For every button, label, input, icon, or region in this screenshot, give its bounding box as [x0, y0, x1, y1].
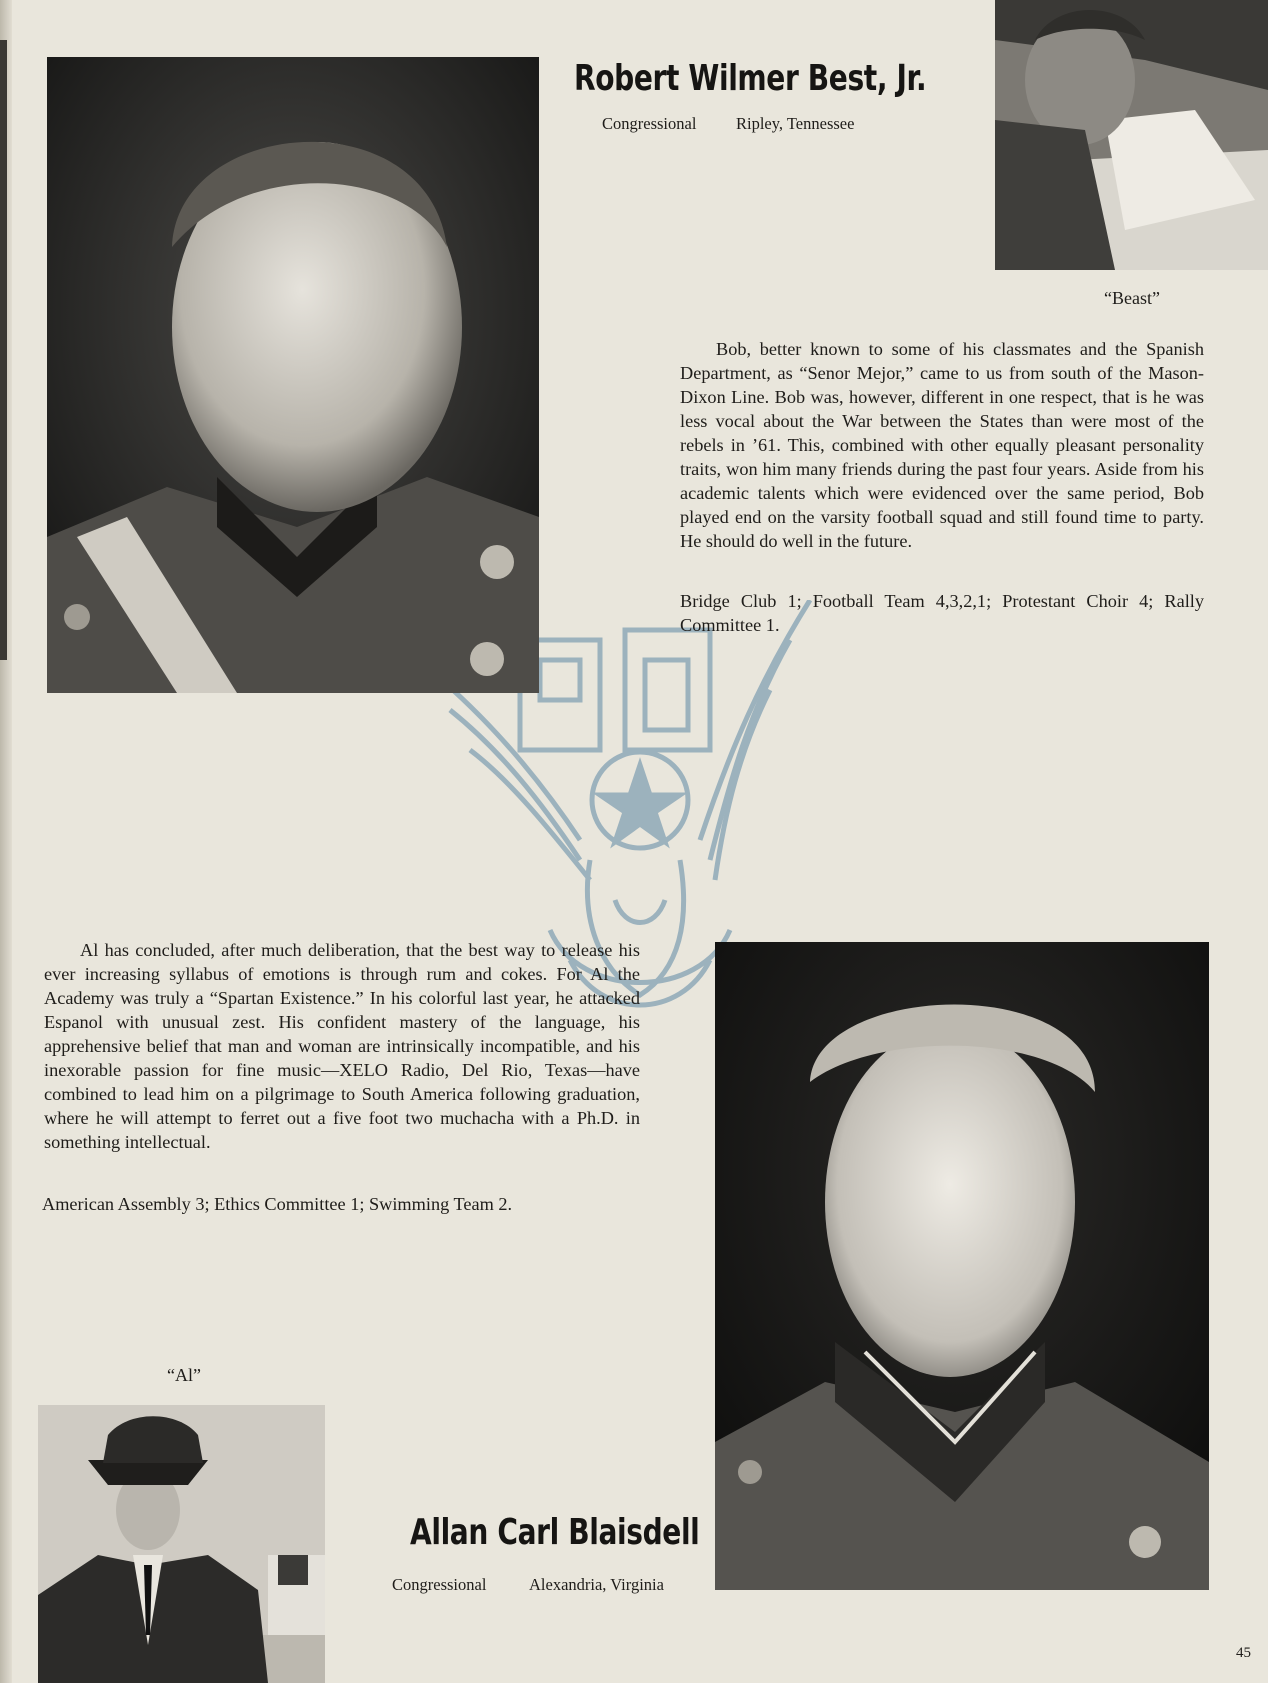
nickname-best: “Beast” [1104, 288, 1160, 308]
hometown-best: Ripley, Tennessee [736, 114, 855, 133]
cadet-name-blaisdell: Allan Carl Blaisdell [410, 1512, 700, 1553]
bio-blaisdell-text: Al has concluded, after much deliberation, that the best way to release his ever increasing syllabus of emotions is through rum and cokes. For Al the Academy was truly a “Spartan Existence.” In his colorful last year, he attacked Espanol with unusual zest. His confident mastery of the language, his apprehensive belief that man and woman are intrinsically incompatible, and his inexorable passion for fine music—XELO Radio, Del Rio, Texas—have combined to lead him on a pilgrimage to South America following graduation, where he will attempt to ferret out a five foot two muchacha with a Ph.D. in something intellectual. [44, 940, 640, 1152]
bio-best [680, 337, 1204, 553]
bio-blaisdell [44, 938, 640, 1154]
cadet-name-best: Robert Wilmer Best, Jr. [574, 58, 927, 99]
hometown-blaisdell: Alexandria, Virginia [529, 1575, 664, 1594]
portrait-photo-best [47, 57, 539, 693]
activities-blaisdell: American Assembly 3; Ethics Committee 1; Swimming Team 2. [42, 1194, 513, 1214]
activities-best: Bridge Club 1; Football Team 4,3,2,1; Protestant Choir 4; Rally Committee 1. [680, 591, 1204, 635]
page-number: 45 [1236, 1645, 1251, 1661]
nickname-blaisdell: “Al” [167, 1365, 201, 1385]
appointment-best: Congressional [602, 114, 697, 133]
appointment-blaisdell: Congressional [392, 1575, 487, 1594]
bio-best-text: Bob, better known to some of his classmates and the Spanish Department, as “Senor Mejor,” came to us from south of the Mason-Dixon Line. Bob was, however, different in one respect, that is he was less vocal about the War between the States than were most of the rebels in ’61. This, combined with other equally pleasant personality traits, won him many friends during the past four years. Aside from his academic talents which were evidenced over the same period, Bob played end on the varsity football squad and still found time to party. He should do well in the future. [680, 339, 1204, 551]
binding-gutter [0, 0, 12, 1683]
candid-photo-best [995, 0, 1268, 270]
portrait-photo-blaisdell [715, 942, 1209, 1590]
candid-photo-blaisdell [38, 1405, 325, 1683]
